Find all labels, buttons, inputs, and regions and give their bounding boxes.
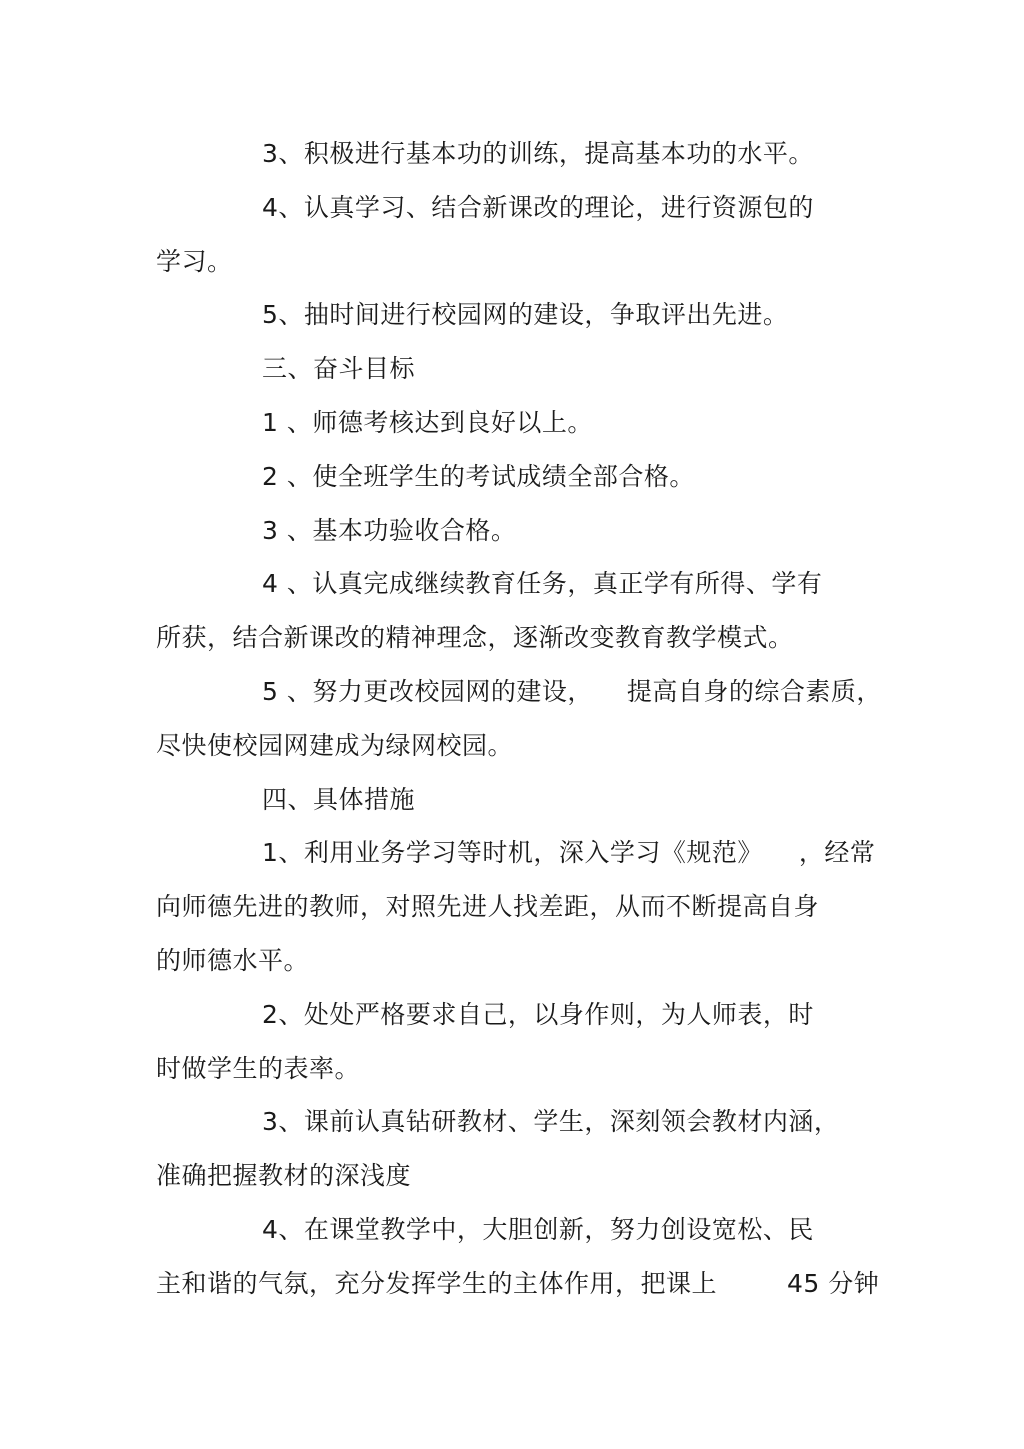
paragraph-line: 3 、基本功验收合格。: [262, 516, 517, 545]
paragraph-segment: ，经常: [798, 838, 876, 867]
paragraph-line: 尽快使校园网建成为绿网校园。: [156, 731, 514, 760]
paragraph-line: 3、课前认真钻研教材、学生，深刻领会教材内涵，: [262, 1107, 840, 1136]
paragraph-segment: 1、利用业务学习等时机，深入学习《规范》: [262, 838, 763, 867]
paragraph-segment: 5 、努力更改校园网的建设，: [262, 677, 593, 706]
paragraph-line: 2 、使全班学生的考试成绩全部合格。: [262, 462, 695, 491]
paragraph-line: 4、认真学习、结合新课改的理论，进行资源包的: [262, 193, 814, 222]
section-heading: 三、奋斗目标: [262, 354, 416, 383]
paragraph-line: 准确把握教材的深浅度: [156, 1161, 412, 1190]
paragraph-line: 4 、认真完成继续教育任务，真正学有所得、学有: [262, 569, 823, 598]
paragraph-line: 时做学生的表率。: [156, 1054, 361, 1083]
paragraph-segment: 提高自身的综合素质，: [626, 677, 882, 706]
paragraph-line: 的师德水平。: [156, 946, 310, 975]
paragraph-line: 4、在课堂教学中，大胆创新，努力创设宽松、民: [262, 1215, 814, 1244]
paragraph-line: 5、抽时间进行校园网的建设，争取评出先进。: [262, 300, 789, 329]
paragraph-line: 2、处处严格要求自己，以身作则，为人师表，时: [262, 1000, 814, 1029]
paragraph-segment: 45 分钟: [787, 1269, 880, 1298]
paragraph-line: [262, 676, 882, 708]
paragraph-line: [262, 837, 875, 869]
paragraph-line: 所获，结合新课改的精神理念，逐渐改变教育教学模式。: [156, 623, 794, 652]
paragraph-line: 3、积极进行基本功的训练，提高基本功的水平。: [262, 139, 814, 168]
paragraph-segment: 主和谐的气氛，充分发挥学生的主体作用，把课上: [156, 1269, 718, 1298]
section-heading: 四、具体措施: [262, 785, 416, 814]
paragraph-line: 学习。: [156, 247, 233, 276]
paragraph-line: 1 、师德考核达到良好以上。: [262, 408, 593, 437]
paragraph-line: [156, 1268, 879, 1300]
paragraph-line: 向师德先进的教师，对照先进人找差距，从而不断提高自身: [156, 892, 820, 921]
